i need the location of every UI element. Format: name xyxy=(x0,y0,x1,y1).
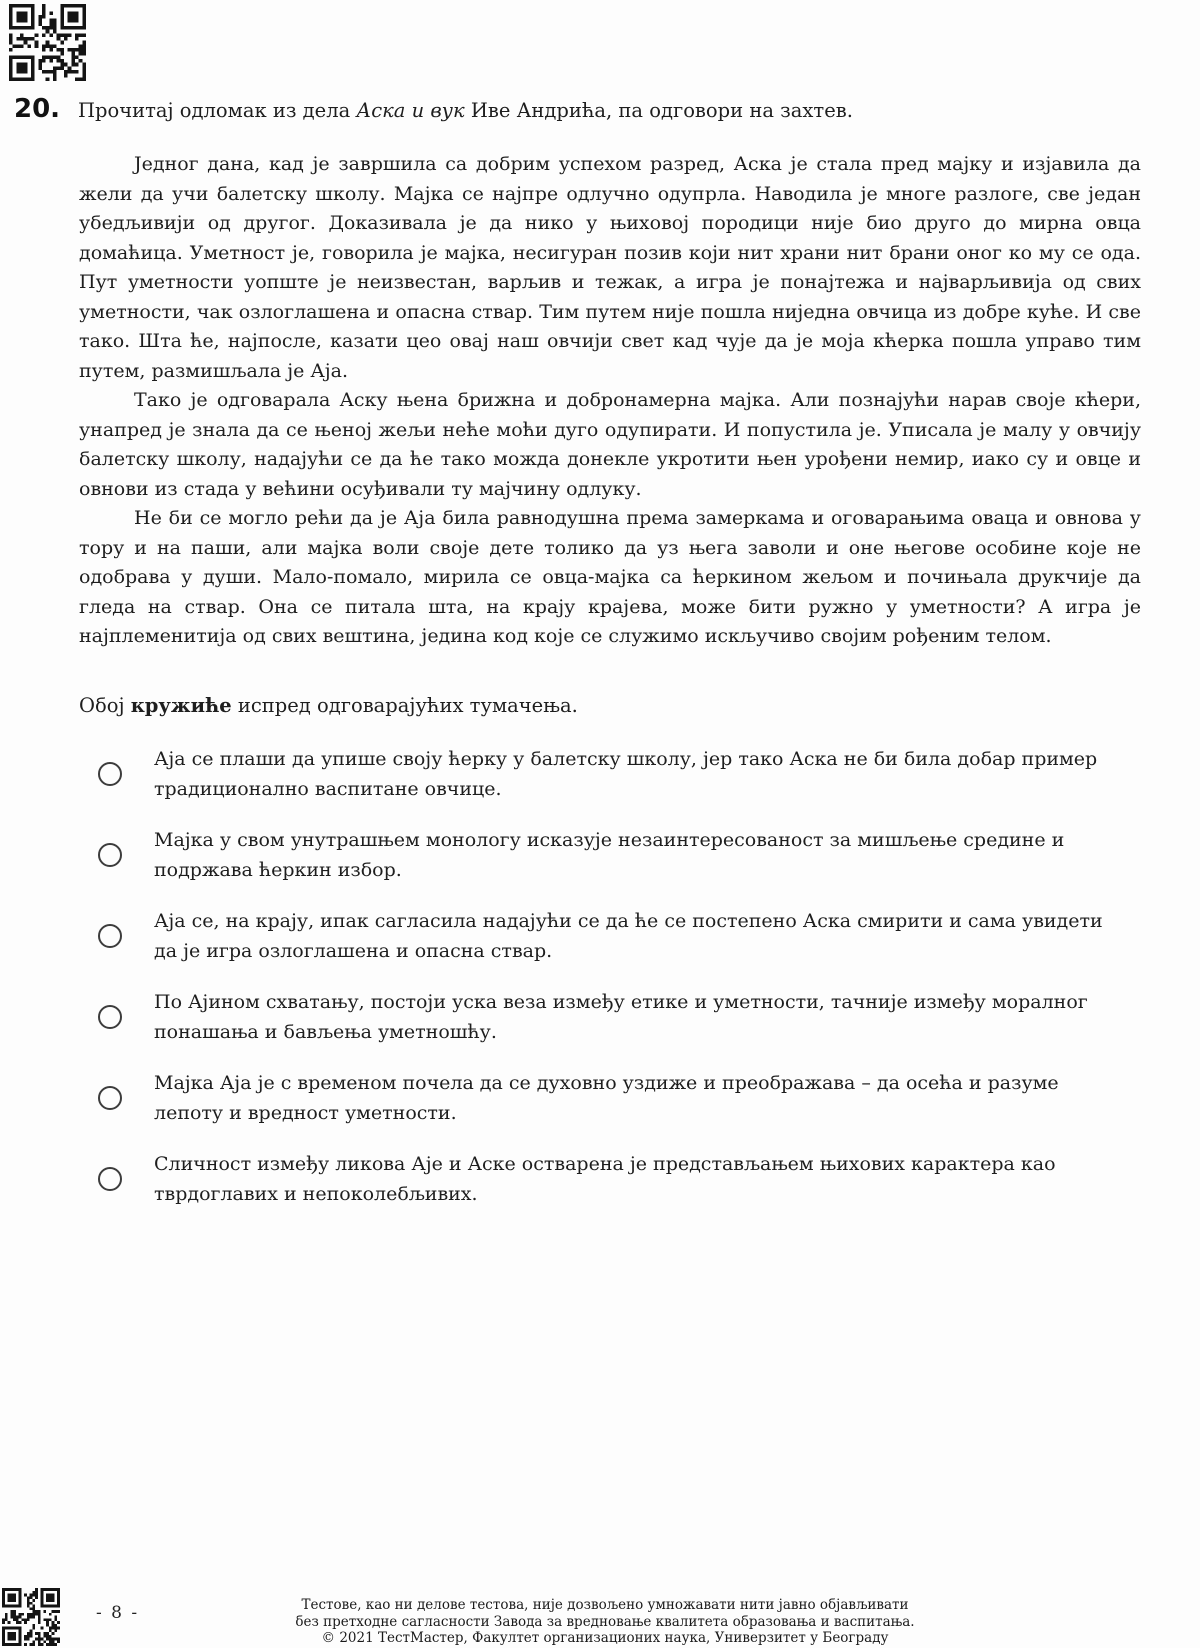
prompt-suffix: Иве Андрића, па одговори на захтев. xyxy=(464,99,853,122)
answer-option xyxy=(79,825,1141,885)
prompt-prefix: Прочитај одломак из дела xyxy=(78,99,357,122)
answer-option xyxy=(79,906,1141,966)
answer-circle[interactable] xyxy=(98,762,122,786)
page-number: - 8 - xyxy=(96,1603,140,1623)
reading-passage xyxy=(79,150,1141,652)
answer-circle[interactable] xyxy=(98,843,122,867)
instruction-bold-word: кружиће xyxy=(130,694,232,717)
answer-circle[interactable] xyxy=(98,924,122,948)
footer-line: без претходне сагласности Завода за вредновање квалитета образовања и васпитања. xyxy=(295,1613,915,1630)
answer-circle[interactable] xyxy=(98,1167,122,1191)
qr-code-icon xyxy=(9,4,86,81)
work-title: Аска и вук xyxy=(356,99,465,122)
task-instruction xyxy=(79,692,1141,720)
passage-paragraph: Тако је одговарала Аску њена брижна и добронамерна мајка. Али познајући нарав своје кћери, унапред је знала да се њеној жељи неће моћи дуго одупирати. И попустила је. Уписала је малу у овчију балетску школу, надајући се да ће тако можда донекле укротити њен урођени немир, иако су и овце и овнови из стада у већини осуђивали ту мајчину одлуку. xyxy=(79,389,1141,500)
copyright-footer xyxy=(0,1597,1200,1647)
answer-option-text: Сличност између ликова Аје и Аске остварена је представљањем њихових карактера као тврдоглавих и непоколебљивих. xyxy=(154,1153,1056,1205)
answer-option xyxy=(79,987,1141,1047)
footer-line: © 2021 ТестМастер, Факултет организационих наука, Универзитет у Београду xyxy=(321,1630,889,1646)
answer-circle[interactable] xyxy=(98,1086,122,1110)
answer-circle[interactable] xyxy=(98,1005,122,1029)
answer-option xyxy=(79,744,1141,804)
footer-line: Тестове, као ни делове тестова, није дозвољено умножавати нити јавно објављивати xyxy=(301,1597,909,1613)
passage-paragraph: Једног дана, кад је завршила са добрим успехом разред, Аска је стала пред мајку и изјавила да жели да учи балетску школу. Мајка се најпре одлучно одупрла. Наводила је многе разлоге, све један убедљивији од другог. Доказивала је да нико у њиховој породици није био друго до мирна овца домаћица. Уметност је, говорила је мајка, несигуран позив који нит храни нит брани оног ко му се ода. Пут уметности уопште је неизвестан, варљив и тежак, а игра је понајтежа и најварљивија од свих уметности, чак озлоглашена и опасна ствар. Тим путем није пошла ниједна овчица из добре куће. И све тако. Шта ће, најпосле, казати цео овај наш овчији свет кад чује да је моја кћерка пошла управо тим путем, размишљала је Аја. xyxy=(79,153,1141,382)
answer-option xyxy=(79,1068,1141,1128)
instruction-suffix: испред одговарајућих тумачења. xyxy=(231,694,578,717)
answer-options xyxy=(79,744,1141,1209)
passage-paragraph: Не би се могло рећи да је Аја била равнодушна према замеркама и оговарањима оваца и овнова у тору и на паши, али мајка воли своје дете толико да уз њега заволи и оне његове особине које не одобрава у души. Мало-помало, мирила се овца-мајка са ћеркином жељом и почињала друкчије да гледа на ствар. Она се питала шта, на крају крајева, може бити ружно у уметности? А игра је најплеменитија од свих вештина, једина код које се служимо искључиво својим рођеним телом. xyxy=(79,507,1141,647)
instruction-prefix: Обој xyxy=(79,694,131,717)
answer-option-text: По Ајином схватању, постоји уска веза између етике и уметности, тачније између моралног понашања и бављења уметношћу. xyxy=(154,991,1088,1043)
question-number: 20. xyxy=(14,94,61,124)
answer-option-text: Аја се, на крају, ипак сагласила надајући се да ће се постепено Аска смирити и сама увидети да је игра озлоглашена и опасна ствар. xyxy=(154,910,1103,962)
answer-option-text: Аја се плаши да упише своју ћерку у балетску школу, јер тако Аска не би била добар пример традиционално васпитане овчице. xyxy=(154,748,1098,800)
qr-code-icon xyxy=(9,4,86,81)
question-prompt xyxy=(78,97,1138,125)
answer-option-text: Мајка Аја је с временом почела да се духовно уздиже и преображава – да осећа и разуме лепоту и вредност уметности. xyxy=(154,1072,1059,1124)
answer-option xyxy=(79,1149,1141,1209)
answer-option-text: Мајка у свом унутрашњем монологу исказује незаинтересованост за мишљење средине и подржава ћеркин избор. xyxy=(154,829,1065,881)
